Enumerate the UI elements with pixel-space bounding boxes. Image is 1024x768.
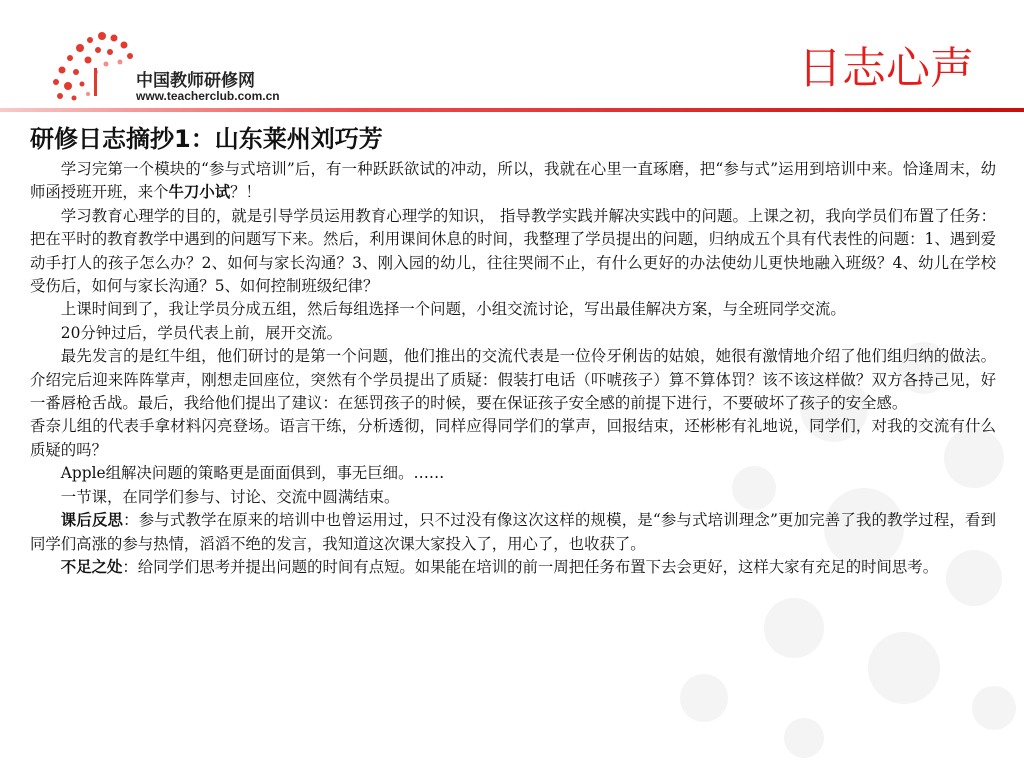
- paragraph-8: 一节课，在同学们参与、讨论、交流中圆满结束。: [60, 487, 400, 506]
- header-divider: [0, 108, 1024, 112]
- paragraph-1: [30, 158, 996, 205]
- paragraph-3: 上课时间到了，我让学员分成五组，然后每组选择一个问题，小组交流讨论，写出最佳解决方案，与全班同学交流。: [60, 300, 846, 319]
- reflection-text: ：参与式教学在原来的培训中也曾运用过，只不过没有像这次这样的规模，是“参与式培训理念”更加完善了我的教学过程，看到同学们高涨的参与热情，滔滔不绝的发言，我知道这次课大家投入了，用心了，也收获了。: [30, 511, 996, 553]
- header: [0, 0, 1024, 112]
- paragraph-6: 香奈儿组的代表手拿材料闪亮登场。语言干练，分析透彻，同样应得同学们的掌声，回报结束，还彬彬有礼地说，同学们，对我的交流有什么质疑的吗？: [30, 417, 996, 459]
- paragraph-2: 学习教育心理学的目的，就是引导学员运用教育心理学的知识， 指导教学实践并解决实践中的问题。上课之初，我向学员们布置了任务：把在平时的教育教学中遇到的问题写下来。然后，利用课间休息的时间，我整理了学员提出的问题，归纳成五个具有代表性的问题：1、遇到爱动手打人的孩子怎么办？2、如何与家长沟通？3、刚入园的幼儿，往往哭闹不止，有什么更好的办法使幼儿更快地融入班级？4、幼儿在学校受伤后，如何与家长沟通？5、如何控制班级纪律？: [30, 206, 996, 296]
- paragraph-7: Apple组解决问题的策略更是面面俱到，事无巨细。……: [60, 464, 445, 483]
- paragraph-1-bold: 牛刀小试: [168, 183, 231, 202]
- logo-dots-icon: [48, 28, 140, 108]
- page-title: 日志心声: [798, 43, 974, 94]
- shortcomings-label: 不足之处: [60, 557, 123, 576]
- paragraph-shortcomings: [30, 556, 996, 579]
- document-body: [30, 120, 996, 579]
- paragraph-5: 最先发言的是红牛组，他们研讨的是第一个问题，他们推出的交流代表是一位伶牙俐齿的姑娘，她很有激情地介绍了他们组归纳的做法。介绍完后迎来阵阵掌声，刚想走回座位，突然有个学员提出了质疑：假装打电话（吓唬孩子）算不算体罚？该不该这样做？双方各持己见，好一番唇枪舌战。最后，我给他们提出了建议：在惩罚孩子的时候，要在保证孩子安全感的前提下进行，不要破坏了孩子的安全感。: [30, 347, 996, 413]
- logo-url: www.teacherclub.com.cn: [136, 89, 280, 103]
- document-title: 研修日志摘抄1：山东莱州刘巧芳: [30, 125, 383, 153]
- shortcomings-text: ：给同学们思考并提出问题的时间有点短。如果能在培训的前一周把任务布置下去会更好，这样大家有充足的时间思考。: [122, 557, 939, 576]
- site-logo[interactable]: [48, 28, 298, 108]
- paragraph-1-end: ？！: [230, 183, 261, 202]
- paragraph-reflection: [30, 509, 996, 556]
- logo-name: 中国教师研修网: [136, 71, 255, 91]
- paragraph-1-text: 学习完第一个模块的“参与式培训”后，有一种跃跃欲试的冲动，所以，我就在心里一直琢磨，把“参与式”运用到培训中来。恰逢周末，幼师函授班开班，来个: [30, 160, 996, 202]
- reflection-label: 课后反思: [60, 511, 124, 530]
- paragraph-4: 20分钟过后，学员代表上前，展开交流。: [60, 323, 343, 342]
